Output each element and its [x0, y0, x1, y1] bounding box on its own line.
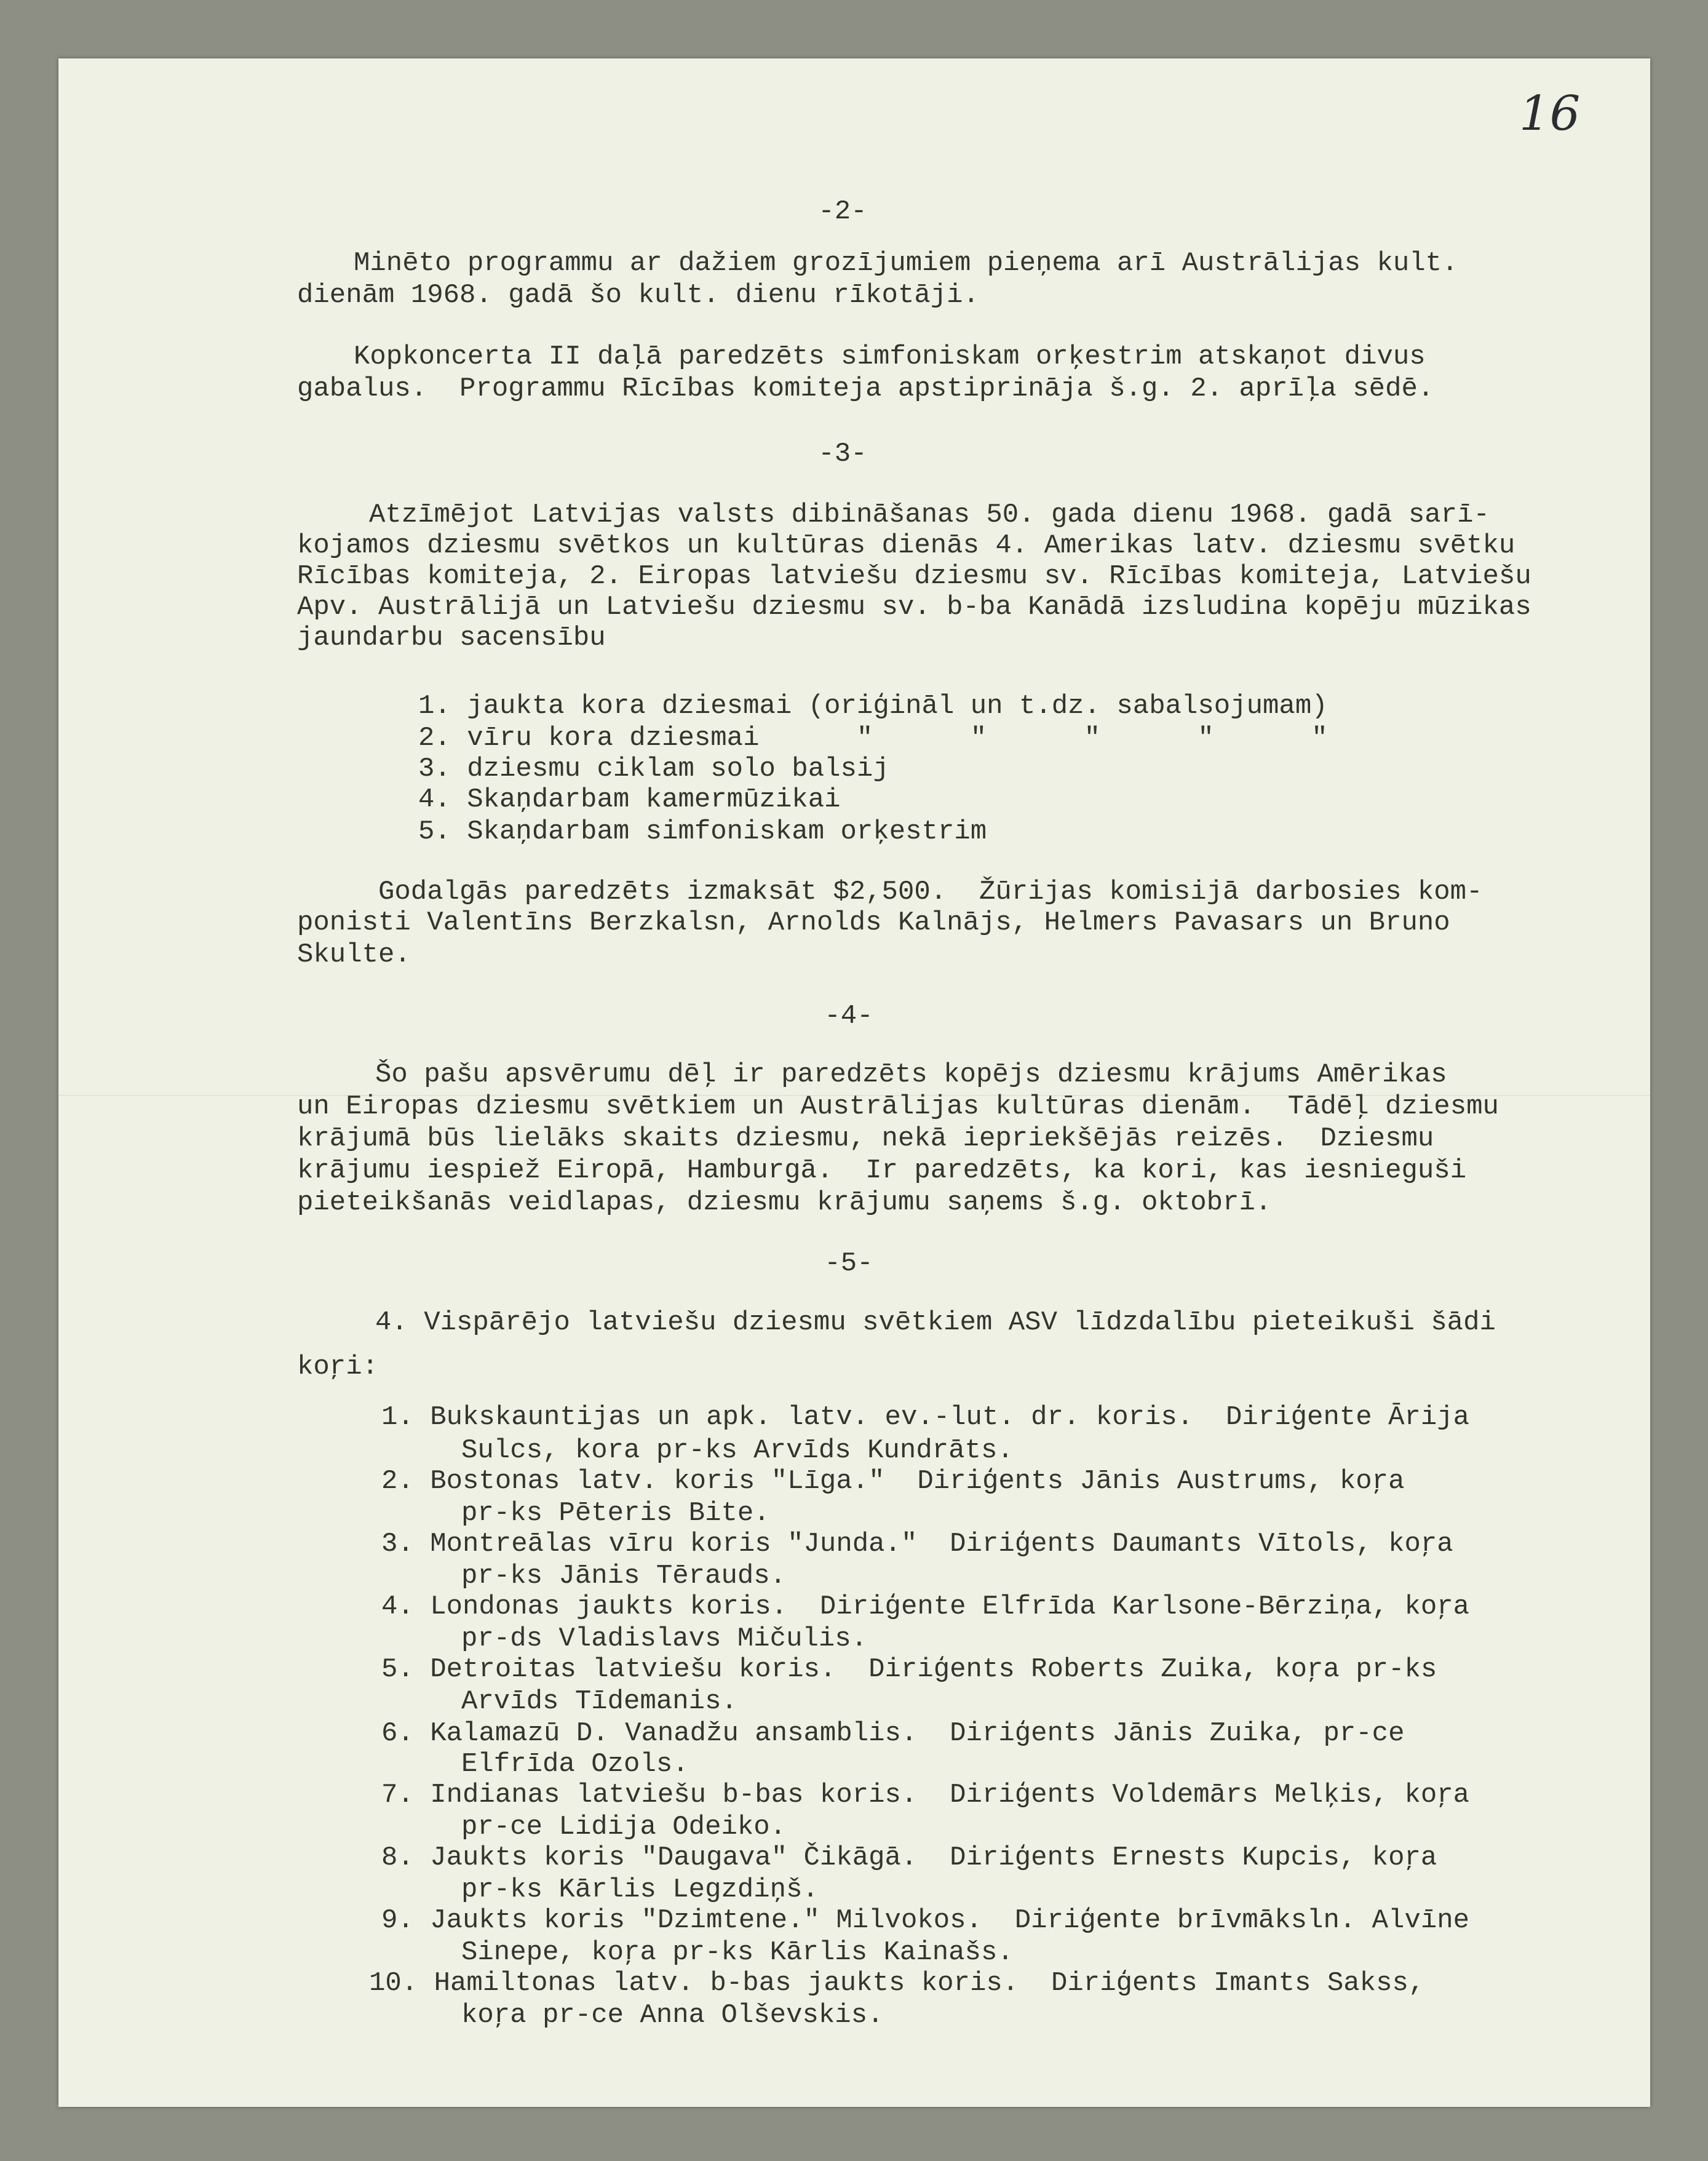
text-line: Minēto programmu ar dažiem grozījumiem pieņema arī Austrālijas kult. — [354, 248, 1458, 279]
list-item: 2. vīru kora dziesmai " " " " " — [418, 723, 1328, 754]
list-item: 4. Londonas jaukts koris. Diriģente Elfrīda Karlsone-Bērziņa, koŗa — [381, 1591, 1470, 1622]
list-item: 8. Jaukts koris "Daugava" Čikāgā. Diriģents Ernests Kupcis, koŗa — [381, 1842, 1437, 1873]
text-line: ponisti Valentīns Berzkalsn, Arnolds Kalnājs, Helmers Pavasars un Bruno — [297, 907, 1450, 938]
list-item-continuation: pr-ks Pēteris Bite. — [461, 1498, 770, 1529]
list-item: 2. Bostonas latv. koris "Līga." Diriģents Jānis Austrums, koŗa — [381, 1466, 1405, 1497]
list-item-continuation: pr-ks Jānis Tērauds. — [461, 1561, 787, 1591]
text-line: Kopkoncerta II daļā paredzēts simfoniskam orķestrim atskaņot divus — [354, 341, 1426, 372]
section-header: -4- — [824, 1001, 873, 1032]
section-header: -3- — [818, 439, 867, 469]
text-line: krājumā būs lielāks skaits dziesmu, nekā iepriekšējās reizēs. Dziesmu — [297, 1123, 1434, 1154]
text-line: krājumu iespiež Eiropā, Hamburgā. Ir paredzēts, ka kori, kas iesnieguši — [297, 1155, 1467, 1186]
section-header: -5- — [824, 1248, 873, 1279]
list-item-continuation: Arvīds Tīdemanis. — [461, 1686, 737, 1717]
list-item: 5. Detroitas latviešu koris. Diriģents Roberts Zuika, koŗa pr-ks — [381, 1654, 1437, 1685]
text-line: Apv. Austrālijā un Latviešu dziesmu sv. b-ba Kanādā izsludina kopēju mūzikas — [297, 592, 1531, 623]
list-item-continuation: Sinepe, koŗa pr-ks Kārlis Kainašs. — [461, 1937, 1014, 1968]
section-header: -2- — [818, 196, 867, 227]
list-item-continuation: pr-ks Kārlis Legzdiņš. — [461, 1874, 819, 1905]
text-line: Atzīmējot Latvijas valsts dibināšanas 50. gada dienu 1968. gadā sarī- — [369, 499, 1490, 530]
list-item-continuation: Elfrīda Ozols. — [461, 1749, 689, 1780]
text-line: un Eiropas dziesmu svētkiem un Austrālijas kultūras dienām. Tādēļ dziesmu — [297, 1091, 1499, 1122]
text-line: Godalgās paredzēts izmaksāt $2,500. Žūrijas komisijā darbosies kom- — [378, 877, 1483, 907]
list-item: 4. Skaņdarbam kamermūzikai — [418, 784, 841, 815]
list-item: 3. dziesmu ciklam solo balsij — [418, 754, 889, 784]
text-line: Šo pašu apsvērumu dēļ ir paredzēts kopējs dziesmu krājums Amērikas — [375, 1059, 1447, 1090]
text-line: dienām 1968. gadā šo kult. dienu rīkotāji. — [297, 280, 979, 311]
list-item: 9. Jaukts koris "Dzimtene." Milvokos. Diriģente brīvmāksln. Alvīne — [381, 1905, 1470, 1936]
text-line: jaundarbu sacensību — [297, 623, 606, 653]
list-item-continuation: koŗa pr-ce Anna Olševskis. — [461, 2000, 884, 2031]
list-item: 5. Skaņdarbam simfoniskam orķestrim — [418, 816, 987, 847]
text-line: 4. Vispārējo latviešu dziesmu svētkiem ASV līdzdalību pieteikuši šādi — [375, 1307, 1496, 1338]
list-item: 10. Hamiltonas latv. b-bas jaukts koris. Diriģents Imants Sakss, — [369, 1968, 1425, 1999]
list-item: 1. Bukskauntijas un apk. latv. ev.-lut. dr. koris. Diriģente Ārija — [381, 1402, 1470, 1433]
list-item: 6. Kalamazū D. Vanadžu ansamblis. Diriģents Jānis Zuika, pr-ce — [381, 1718, 1405, 1749]
text-line: gabalus. Programmu Rīcības komiteja apstiprināja š.g. 2. aprīļa sēdē. — [297, 373, 1434, 404]
list-item: 1. jaukta kora dziesmai (oriģināl un t.dz. sabalsojumam) — [418, 691, 1328, 722]
list-item-continuation: Sulcs, kora pr-ks Arvīds Kundrāts. — [461, 1435, 1014, 1466]
text-line: Skulte. — [297, 939, 411, 970]
text-line: koŗi: — [297, 1351, 379, 1382]
text-line: Rīcības komiteja, 2. Eiropas latviešu dziesmu sv. Rīcības komiteja, Latviešu — [297, 561, 1531, 592]
list-item: 3. Montreālas vīru koris "Junda." Diriģents Daumants Vītols, koŗa — [381, 1529, 1453, 1559]
list-item: 7. Indianas latviešu b-bas koris. Diriģents Voldemārs Melķis, koŗa — [381, 1780, 1470, 1810]
text-line: pieteikšanās veidlapas, dziesmu krājumu saņems š.g. oktobrī. — [297, 1187, 1272, 1218]
list-item-continuation: pr-ce Lidija Odeiko. — [461, 1812, 787, 1842]
list-item-continuation: pr-ds Vladislavs Mičulis. — [461, 1623, 868, 1654]
text-line: kojamos dziesmu svētkos un kultūras dienās 4. Amerikas latv. dziesmu svētku — [297, 530, 1515, 561]
handwritten-page-number: 16 — [1519, 86, 1581, 141]
